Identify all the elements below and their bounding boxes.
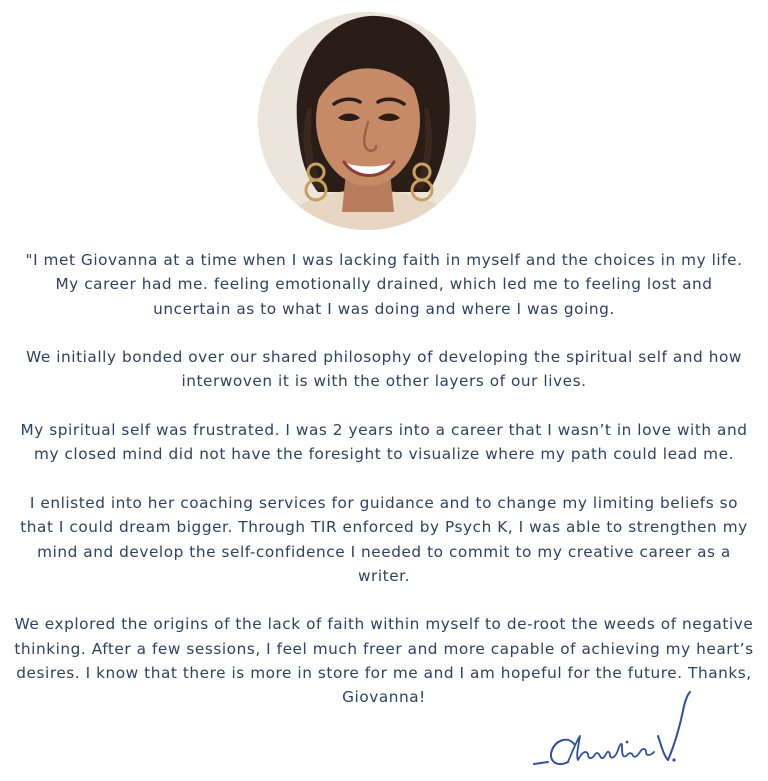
- person-photo-icon: [258, 12, 476, 230]
- signature: [528, 686, 698, 776]
- testimonial-paragraph-2: We initially bonded over our shared philosophy of developing the spiritual self and how interwoven it is with the other layers of our lives.: [26, 348, 742, 391]
- testimonial-text: [14, 248, 754, 710]
- signature-icon: [528, 686, 698, 776]
- testimonial-paragraph-1: "I met Giovanna at a time when I was lacking faith in myself and the choices in my life. My career had me. feeling emotionally drained, which led me to feeling lost and uncertain as to what I was doing and where I was going.: [25, 251, 743, 318]
- testimonial-paragraph-5: We explored the origins of the lack of faith within myself to de-root the weeds of negative thinking. After a few sessions, I feel much freer and more capable of achieving my heart’s desires. I know that there is more in store for me and I am hopeful for the future. Thanks, Giovanna!: [14, 615, 754, 707]
- testimonial-paragraph-3: My spiritual self was frustrated. I was 2 years into a career that I wasn’t in love with and my closed mind did not have the foresight to visualize where my path could lead me.: [20, 421, 748, 464]
- portrait-photo: [258, 12, 476, 230]
- testimonial-paragraph-4: I enlisted into her coaching services for guidance and to change my limiting beliefs so that I could dream bigger. Through TIR enforced by Psych K, I was able to strengthen my mind and develop the self-confidence I needed to commit to my creative career as a writer.: [20, 493, 748, 585]
